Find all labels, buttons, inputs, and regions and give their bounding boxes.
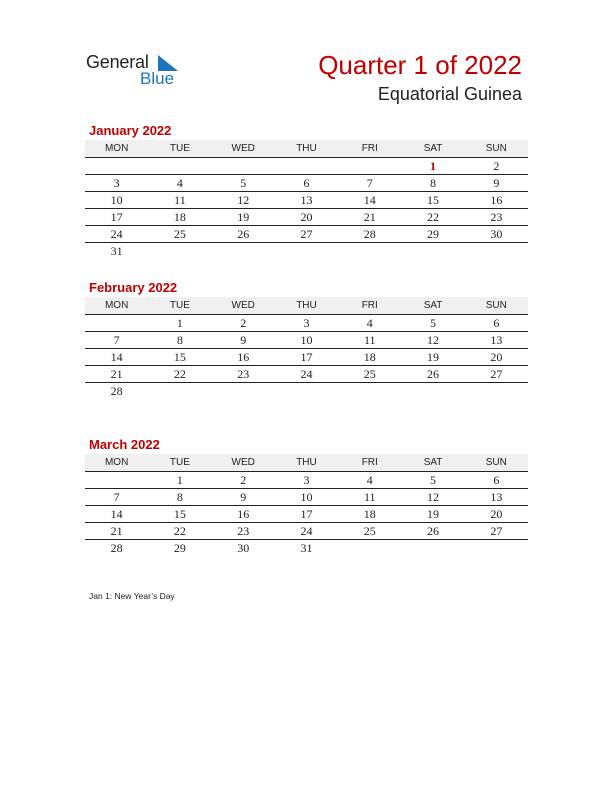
- weekday-header-row: [85, 297, 528, 315]
- day-cell: 2: [240, 316, 247, 330]
- day-cell: [401, 383, 464, 399]
- day-cell: 1: [176, 473, 183, 487]
- day-cell: 12: [427, 490, 440, 504]
- weekday-label: FRI: [361, 143, 378, 154]
- day-cell: 22: [173, 367, 186, 381]
- month-january: [85, 122, 528, 259]
- day-cell: 8: [176, 490, 183, 504]
- weekday-label: WED: [231, 300, 255, 311]
- month-title: March 2022: [89, 437, 160, 452]
- day-cell: 12: [237, 193, 250, 207]
- week-row: [85, 226, 528, 243]
- weekday-label: WED: [231, 143, 255, 154]
- day-cell: 19: [237, 210, 250, 224]
- day-cell: 31: [110, 244, 123, 258]
- day-cell: 11: [174, 193, 186, 207]
- weekday-label: MON: [104, 300, 129, 311]
- day-cell: 3: [303, 316, 310, 330]
- day-cell: 29: [173, 541, 186, 555]
- day-cell: [338, 383, 401, 399]
- week-row: [85, 489, 528, 506]
- day-cell: 15: [427, 193, 440, 207]
- weekday-header-row: [85, 454, 528, 472]
- weekday-label: SAT: [423, 457, 443, 468]
- holiday-day-cell: 1: [430, 159, 437, 173]
- day-cell: 4: [366, 473, 373, 487]
- weekday-label: SAT: [423, 300, 443, 311]
- week-row: [85, 243, 528, 259]
- day-cell: 10: [110, 193, 123, 207]
- day-cell: 23: [490, 210, 503, 224]
- day-cell: [212, 243, 275, 259]
- month-february: [85, 279, 528, 399]
- weekday-label: MON: [104, 143, 129, 154]
- week-row: [85, 332, 528, 349]
- day-cell: 2: [240, 473, 247, 487]
- month-march: [85, 436, 528, 556]
- day-cell: 28: [363, 227, 376, 241]
- day-cell: 27: [300, 227, 313, 241]
- day-cell: 17: [300, 507, 313, 521]
- day-cell: 18: [363, 350, 376, 364]
- weekday-label: SUN: [485, 457, 507, 468]
- day-cell: 28: [110, 541, 123, 555]
- day-cell: [85, 472, 148, 488]
- day-cell: 3: [113, 176, 120, 190]
- day-cell: 11: [363, 333, 376, 347]
- week-row: [85, 472, 528, 489]
- week-row: [85, 158, 528, 175]
- day-cell: 25: [173, 227, 186, 241]
- day-cell: [275, 383, 338, 399]
- week-row: [85, 175, 528, 192]
- day-cell: 5: [430, 473, 437, 487]
- day-cell: 16: [490, 193, 503, 207]
- week-row: [85, 506, 528, 523]
- week-row: [85, 315, 528, 332]
- day-cell: [275, 243, 338, 259]
- day-cell: 30: [237, 541, 250, 555]
- week-row: [85, 523, 528, 540]
- day-cell: [338, 243, 401, 259]
- day-cell: [85, 315, 148, 331]
- day-cell: 20: [490, 350, 503, 364]
- day-cell: 16: [237, 350, 250, 364]
- generalblue-logo: [86, 52, 196, 92]
- day-cell: 15: [173, 507, 186, 521]
- day-cell: 25: [363, 367, 376, 381]
- day-cell: 26: [427, 367, 440, 381]
- holiday-notes: Jan 1: New Year’s Day: [89, 591, 175, 601]
- day-cell: 7: [113, 333, 120, 347]
- day-cell: 7: [113, 490, 120, 504]
- day-cell: 8: [176, 333, 183, 347]
- day-cell: 11: [363, 490, 376, 504]
- day-cell: 19: [427, 350, 440, 364]
- day-cell: 26: [427, 524, 440, 538]
- day-cell: [148, 243, 211, 259]
- day-cell: [275, 158, 338, 174]
- weekday-label: THU: [296, 143, 317, 154]
- day-cell: 7: [366, 176, 373, 190]
- day-cell: 25: [363, 524, 376, 538]
- day-cell: 10: [300, 490, 313, 504]
- day-cell: 9: [493, 176, 500, 190]
- weekday-header-row: [85, 140, 528, 158]
- logo-blue-text: Blue: [140, 69, 175, 88]
- week-row: [85, 209, 528, 226]
- week-row: [85, 192, 528, 209]
- day-cell: [338, 158, 401, 174]
- day-cell: 9: [240, 490, 247, 504]
- day-cell: 6: [493, 473, 500, 487]
- day-cell: [148, 158, 211, 174]
- day-cell: 22: [173, 524, 186, 538]
- weekday-label: THU: [296, 457, 317, 468]
- logo-general-text: General: [86, 52, 149, 72]
- day-cell: 14: [110, 507, 123, 521]
- day-cell: 9: [240, 333, 247, 347]
- day-cell: 27: [490, 367, 503, 381]
- day-cell: 4: [176, 176, 183, 190]
- day-cell: [401, 243, 464, 259]
- day-cell: 6: [303, 176, 310, 190]
- weekday-label: SAT: [423, 143, 443, 154]
- day-cell: 31: [300, 541, 313, 555]
- day-cell: 13: [300, 193, 313, 207]
- day-cell: [212, 158, 275, 174]
- day-cell: 18: [173, 210, 186, 224]
- weekday-label: WED: [231, 457, 255, 468]
- day-cell: 24: [300, 367, 313, 381]
- day-cell: 24: [300, 524, 313, 538]
- weekday-label: TUE: [169, 457, 190, 468]
- day-cell: 6: [493, 316, 500, 330]
- day-cell: [212, 383, 275, 399]
- day-cell: [338, 540, 401, 556]
- day-cell: 17: [300, 350, 313, 364]
- day-cell: [465, 383, 528, 399]
- day-cell: 12: [427, 333, 440, 347]
- weekday-label: MON: [104, 457, 129, 468]
- weekday-label: SUN: [485, 143, 507, 154]
- month-title: February 2022: [89, 280, 178, 295]
- day-cell: [85, 158, 148, 174]
- day-cell: [465, 540, 528, 556]
- day-cell: 16: [237, 507, 250, 521]
- week-row: [85, 540, 528, 556]
- day-cell: 5: [430, 316, 437, 330]
- day-cell: [148, 383, 211, 399]
- day-cell: [401, 540, 464, 556]
- weekday-label: SUN: [485, 300, 507, 311]
- day-cell: 21: [363, 210, 376, 224]
- day-cell: 27: [490, 524, 503, 538]
- day-cell: 26: [237, 227, 250, 241]
- day-cell: 17: [110, 210, 123, 224]
- day-cell: 20: [490, 507, 503, 521]
- weekday-label: TUE: [169, 143, 190, 154]
- day-cell: 21: [110, 524, 123, 538]
- weekday-label: THU: [296, 300, 317, 311]
- day-cell: 15: [173, 350, 186, 364]
- day-cell: 5: [240, 176, 247, 190]
- day-cell: 20: [300, 210, 313, 224]
- day-cell: 8: [430, 176, 437, 190]
- month-title: January 2022: [89, 123, 172, 138]
- day-cell: 13: [490, 490, 503, 504]
- day-cell: 19: [427, 507, 440, 521]
- country-name: Equatorial Guinea: [377, 84, 522, 104]
- day-cell: 18: [363, 507, 376, 521]
- day-cell: 29: [427, 227, 440, 241]
- day-cell: 3: [303, 473, 310, 487]
- day-cell: 24: [110, 227, 123, 241]
- day-cell: 14: [110, 350, 123, 364]
- day-cell: 10: [300, 333, 313, 347]
- weekday-label: FRI: [361, 300, 378, 311]
- day-cell: 13: [490, 333, 503, 347]
- weekday-label: TUE: [169, 300, 190, 311]
- day-cell: 1: [176, 316, 183, 330]
- week-row: [85, 366, 528, 383]
- day-cell: 4: [366, 316, 373, 330]
- day-cell: 23: [237, 367, 250, 381]
- day-cell: 28: [110, 384, 123, 398]
- day-cell: 30: [490, 227, 503, 241]
- day-cell: [465, 243, 528, 259]
- day-cell: 23: [237, 524, 250, 538]
- day-cell: 14: [363, 193, 376, 207]
- day-cell: 21: [110, 367, 123, 381]
- week-row: [85, 349, 528, 366]
- week-row: [85, 383, 528, 399]
- weekday-label: FRI: [361, 457, 378, 468]
- day-cell: 2: [493, 159, 500, 173]
- page-title: Quarter 1 of 2022: [318, 50, 522, 80]
- day-cell: 22: [427, 210, 440, 224]
